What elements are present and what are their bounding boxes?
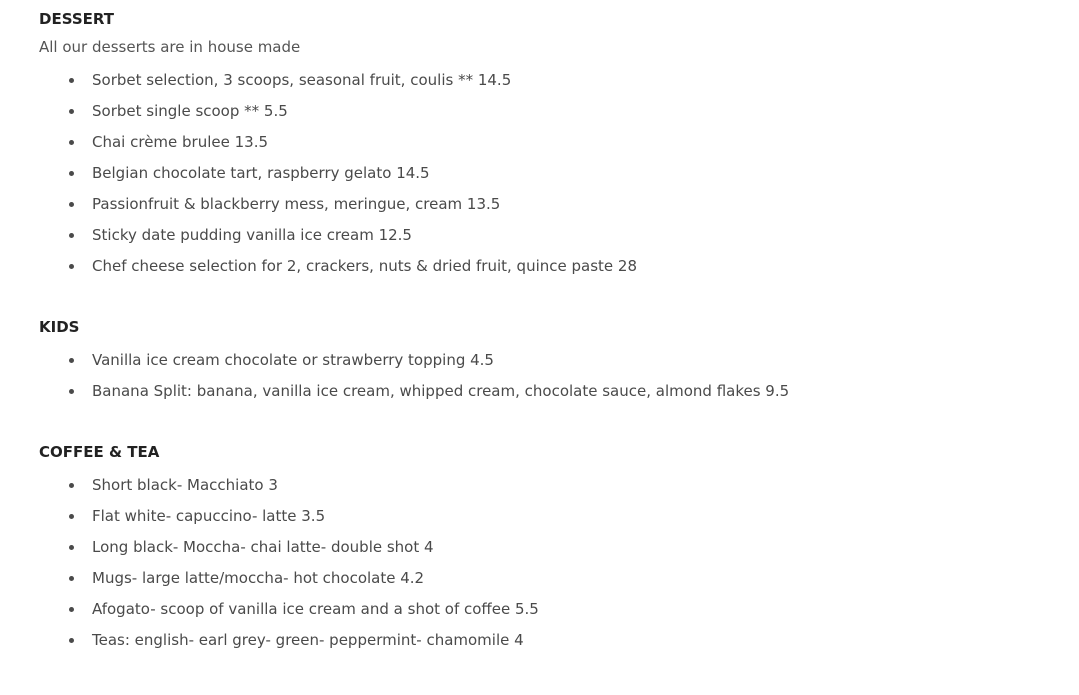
- menu-item: [39, 132, 637, 163]
- menu-item-text: Chai crème brulee 13.5: [92, 133, 269, 151]
- menu-item: [39, 256, 637, 287]
- menu-item-text: Sticky date pudding vanilla ice cream 12.5: [92, 226, 412, 244]
- menu-item: [39, 568, 539, 599]
- bullet-icon: [69, 202, 74, 207]
- bullet-icon: [69, 233, 74, 238]
- menu-item: [39, 381, 789, 412]
- kids-section: [39, 317, 789, 412]
- menu-item: [39, 537, 539, 568]
- bullet-icon: [69, 264, 74, 269]
- menu-item-text: Vanilla ice cream chocolate or strawberry topping 4.5: [92, 351, 494, 369]
- menu-item-text: Short black- Macchiato 3: [92, 476, 278, 494]
- menu-item-text: Long black- Moccha- chai latte- double shot 4: [92, 538, 434, 556]
- section-title: COFFEE & TEA: [39, 443, 160, 461]
- menu-item-text: Afogato- scoop of vanilla ice cream and a shot of coffee 5.5: [92, 600, 539, 618]
- menu-item: [39, 194, 637, 225]
- bullet-icon: [69, 483, 74, 488]
- section-note: All our desserts are in house made: [39, 38, 301, 56]
- section-title: KIDS: [39, 318, 80, 336]
- dessert-list: [39, 70, 637, 287]
- coffee-tea-section: [39, 442, 539, 661]
- menu-item: [39, 475, 539, 506]
- menu-item: [39, 350, 789, 381]
- bullet-icon: [69, 140, 74, 145]
- menu-item-text: Sorbet selection, 3 scoops, seasonal fruit, coulis ** 14.5: [92, 71, 512, 89]
- menu-item-text: Flat white- capuccino- latte 3.5: [92, 507, 326, 525]
- bullet-icon: [69, 78, 74, 83]
- menu-item: [39, 225, 637, 256]
- menu-item: [39, 101, 637, 132]
- bullet-icon: [69, 514, 74, 519]
- bullet-icon: [69, 109, 74, 114]
- bullet-icon: [69, 389, 74, 394]
- kids-list: [39, 350, 789, 412]
- menu-item: [39, 630, 539, 661]
- menu-item: [39, 163, 637, 194]
- menu-item: [39, 599, 539, 630]
- bullet-icon: [69, 638, 74, 643]
- menu-item-text: Chef cheese selection for 2, crackers, nuts & dried fruit, quince paste 28: [92, 257, 637, 275]
- menu-item-text: Mugs- large latte/moccha- hot chocolate 4.2: [92, 569, 425, 587]
- menu-item-text: Passionfruit & blackberry mess, meringue, cream 13.5: [92, 195, 501, 213]
- dessert-section: [39, 9, 637, 287]
- bullet-icon: [69, 358, 74, 363]
- menu-item-text: Banana Split: banana, vanilla ice cream, whipped cream, chocolate sauce, almond flakes 9.5: [92, 382, 790, 400]
- section-title: DESSERT: [39, 10, 114, 28]
- bullet-icon: [69, 171, 74, 176]
- menu-item-text: Belgian chocolate tart, raspberry gelato 14.5: [92, 164, 430, 182]
- menu-item: [39, 506, 539, 537]
- bullet-icon: [69, 607, 74, 612]
- menu-item-text: Teas: english- earl grey- green- peppermint- chamomile 4: [92, 631, 524, 649]
- menu-item-text: Sorbet single scoop ** 5.5: [92, 102, 288, 120]
- bullet-icon: [69, 545, 74, 550]
- menu-item: [39, 70, 637, 101]
- coffee-tea-list: [39, 475, 539, 661]
- bullet-icon: [69, 576, 74, 581]
